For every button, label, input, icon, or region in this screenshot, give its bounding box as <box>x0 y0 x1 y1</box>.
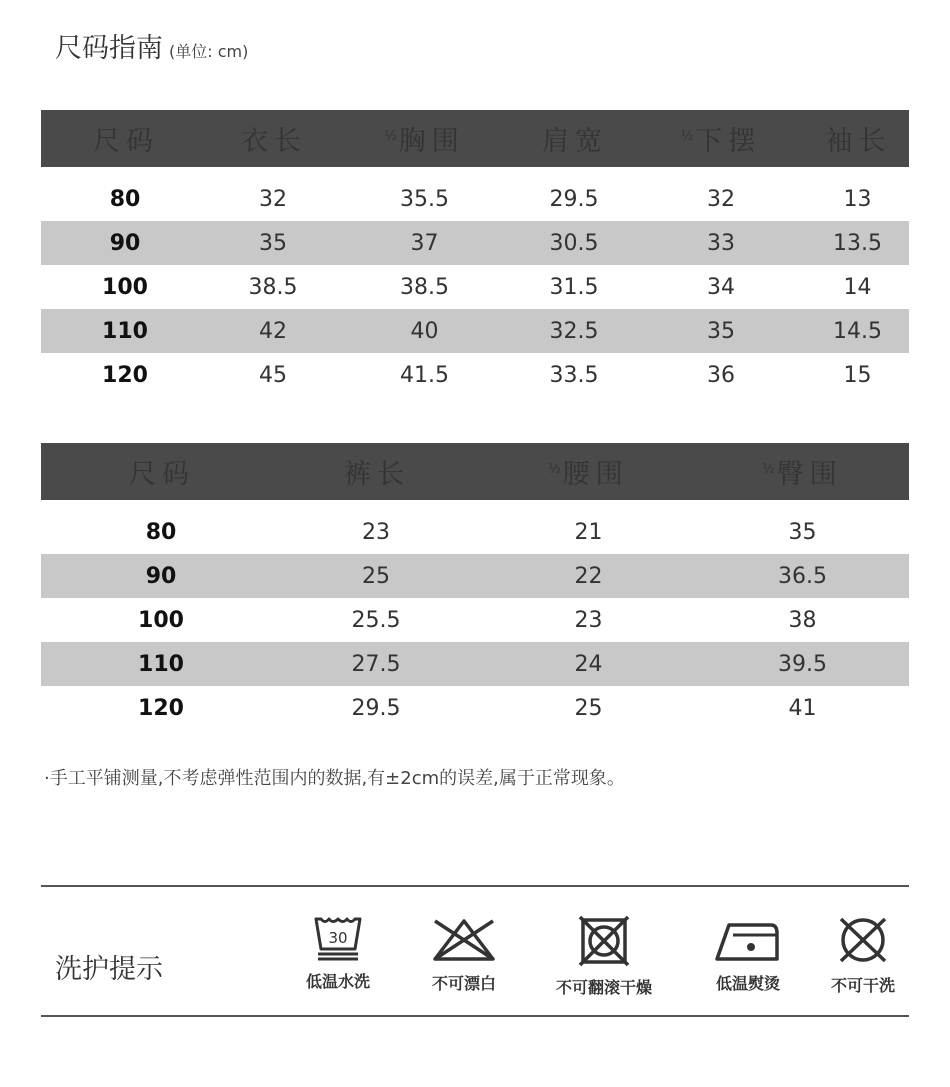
care-label-iron: 低温熨烫 <box>715 974 780 993</box>
top-size-table <box>41 110 909 397</box>
value-cell: 41.5 <box>400 362 449 388</box>
no-dry-clean-icon <box>835 915 891 965</box>
svg-text:30: 30 <box>328 929 348 947</box>
header-sleeve: 袖长 <box>825 126 892 157</box>
care-item-dry-clean <box>818 915 908 996</box>
care-section <box>41 885 909 1017</box>
value-cell: 14 <box>843 274 872 300</box>
header-size: 尺码 <box>129 459 195 490</box>
value-cell: 35 <box>788 519 817 545</box>
size-cell: 80 <box>145 519 177 545</box>
care-item-iron <box>703 915 793 994</box>
size-cell: 80 <box>109 186 141 212</box>
value-cell: 25.5 <box>351 607 401 633</box>
low-iron-icon <box>713 915 783 963</box>
size-cell: 90 <box>109 230 141 256</box>
header-pant-length: 裤长 <box>344 459 410 490</box>
value-cell: 13 <box>843 186 872 212</box>
value-cell: 35 <box>259 230 287 256</box>
value-cell: 39.5 <box>778 651 827 677</box>
size-cell: 110 <box>102 318 148 344</box>
care-title: 洗护提示 <box>55 954 163 985</box>
table-row <box>41 598 909 642</box>
top-table-header <box>41 110 909 167</box>
table-row <box>41 265 909 309</box>
bottom-table-header <box>41 443 909 500</box>
value-cell: 33 <box>707 230 735 256</box>
value-cell: 21 <box>574 519 603 545</box>
value-cell: 41 <box>788 695 817 721</box>
value-cell: 25 <box>362 563 390 589</box>
value-cell: 32 <box>259 186 287 212</box>
no-tumble-dry-icon <box>578 915 630 967</box>
value-cell: 40 <box>410 318 439 344</box>
header-shoulder: 肩宽 <box>542 126 608 157</box>
table-row <box>41 554 909 598</box>
header-length: 衣长 <box>241 126 307 157</box>
title-main: 尺码指南 <box>55 33 163 64</box>
value-cell: 29.5 <box>351 695 401 721</box>
value-cell: 38 <box>788 607 817 633</box>
size-cell: 110 <box>138 651 184 677</box>
care-item-bleach <box>419 915 509 994</box>
value-cell: 24 <box>574 651 603 677</box>
value-cell: 30.5 <box>549 230 599 256</box>
care-label-tumble: 不可翻滚干燥 <box>555 978 652 997</box>
value-cell: 32.5 <box>549 318 599 344</box>
size-cell: 120 <box>102 362 148 388</box>
table-row <box>41 177 909 221</box>
title-unit: (单位: cm) <box>169 42 249 61</box>
care-label-bleach: 不可漂白 <box>431 974 496 993</box>
no-bleach-icon <box>429 915 499 963</box>
value-cell: 14.5 <box>833 318 882 344</box>
header-hem: $^{\frac{1}{2}}$下摆 <box>680 126 762 157</box>
table-row <box>41 686 909 730</box>
table-row <box>41 221 909 265</box>
value-cell: 22 <box>574 563 603 589</box>
value-cell: 31.5 <box>549 274 599 300</box>
value-cell: 33.5 <box>549 362 599 388</box>
value-cell: 37 <box>410 230 439 256</box>
size-cell: 120 <box>138 695 184 721</box>
header-size: 尺码 <box>93 126 159 157</box>
table-row <box>41 510 909 554</box>
value-cell: 42 <box>259 318 287 344</box>
value-cell: 36 <box>707 362 735 388</box>
value-cell: 38.5 <box>400 274 449 300</box>
value-cell: 23 <box>362 519 390 545</box>
header-hip: $^{\frac{1}{2}}$臀围 <box>762 459 843 490</box>
page-title <box>55 26 248 65</box>
table-row <box>41 642 909 686</box>
value-cell: 23 <box>574 607 603 633</box>
value-cell: 36.5 <box>778 563 827 589</box>
value-cell: 13.5 <box>833 230 882 256</box>
value-cell: 38.5 <box>248 274 298 300</box>
care-item-wash <box>293 915 383 992</box>
table-row <box>41 309 909 353</box>
header-chest: $^{\frac{1}{2}}$胸围 <box>384 126 465 157</box>
value-cell: 15 <box>843 362 872 388</box>
header-waist: $^{\frac{1}{2}}$腰围 <box>548 459 629 490</box>
size-cell: 100 <box>138 607 184 633</box>
value-cell: 34 <box>707 274 735 300</box>
value-cell: 27.5 <box>351 651 401 677</box>
value-cell: 25 <box>574 695 603 721</box>
value-cell: 29.5 <box>549 186 599 212</box>
care-label-dry-clean: 不可干洗 <box>830 976 895 995</box>
size-cell: 90 <box>145 563 177 589</box>
bottom-size-table <box>41 443 909 730</box>
wash-30-icon <box>312 915 364 961</box>
value-cell: 45 <box>259 362 287 388</box>
value-cell: 32 <box>707 186 735 212</box>
care-item-tumble <box>544 915 664 998</box>
value-cell: 35.5 <box>400 186 449 212</box>
size-cell: 100 <box>102 274 148 300</box>
care-label-wash: 低温水洗 <box>305 972 370 991</box>
value-cell: 35 <box>707 318 735 344</box>
measurement-note: ·手工平铺测量,不考虑弹性范围内的数据,有±2cm的误差,属于正常现象。 <box>44 768 625 789</box>
table-row <box>41 353 909 397</box>
